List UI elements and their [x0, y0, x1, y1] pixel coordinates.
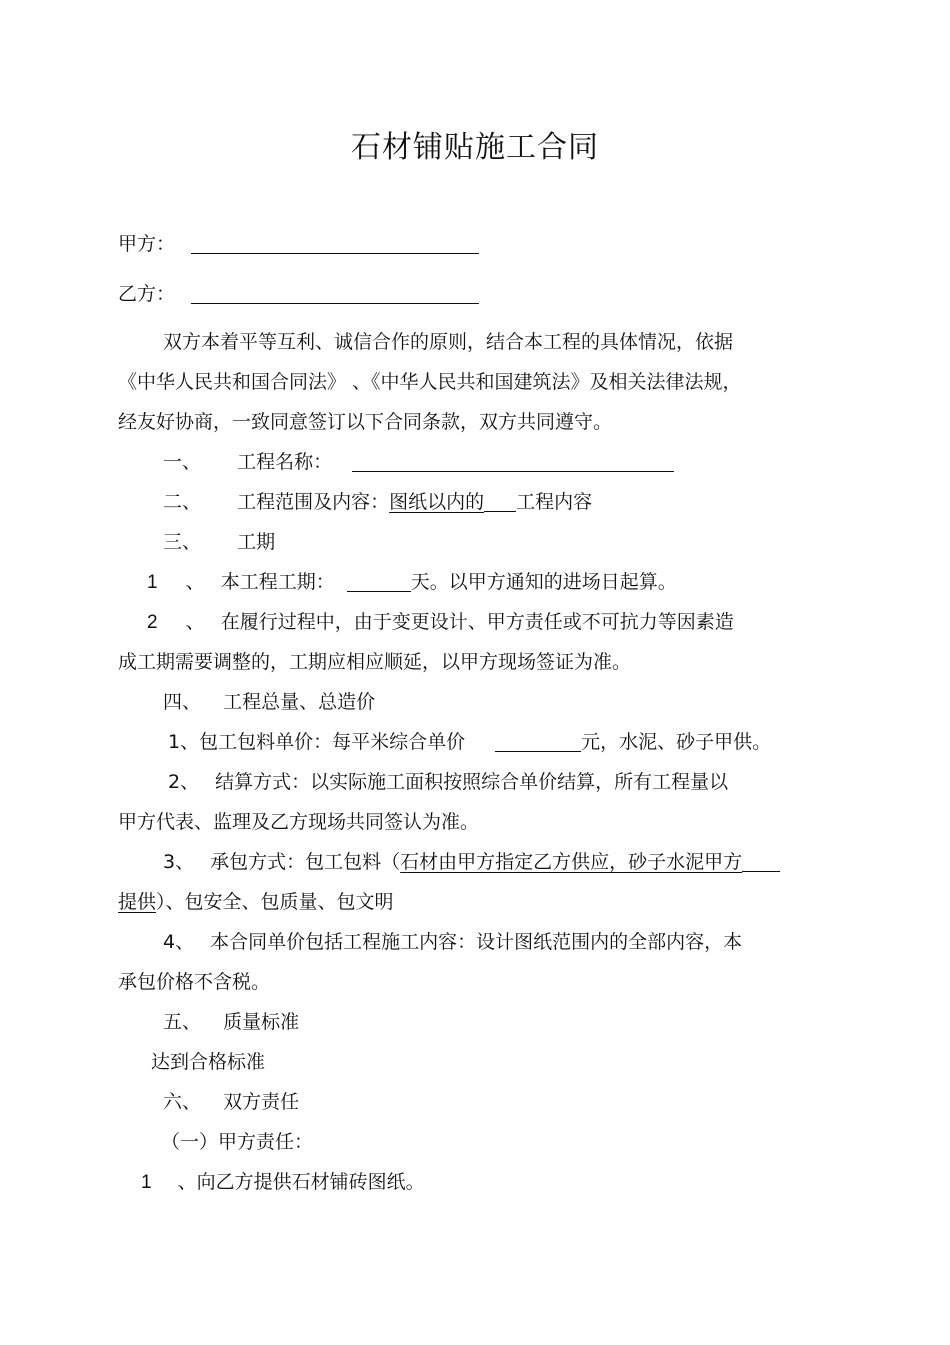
s3-item-1-number: 1: [147, 572, 158, 593]
section-4-row: [163, 689, 375, 715]
s4-item-2-number: 2、: [168, 771, 200, 793]
section-2-row: [163, 489, 592, 515]
party-b-row: [118, 281, 479, 307]
s4-item-4-line-1: 本合同单价包括工程施工内容：设计图纸范围内的全部内容，本: [210, 931, 743, 953]
section-3-row: [163, 529, 275, 555]
s3-item-1-prefix: 本工程工期：: [220, 571, 335, 593]
section-3-label: 工期: [237, 531, 276, 553]
s3-item-2-number: 2: [147, 612, 158, 633]
section-5-content: 达到合格标准: [151, 1051, 266, 1073]
intro-line-1: 双方本着平等互利、诚信合作的原则，结合本工程的具体情况，依据: [163, 331, 734, 353]
s6-item-1-number: 1: [141, 1172, 152, 1193]
scope-blank[interactable]: [484, 491, 516, 512]
s4-item-4-line-2: 承包价格不含税。: [118, 971, 271, 993]
s4-item-3-prefix: 承包方式：包工包料（: [210, 851, 401, 873]
intro-line-2: 《中华人民共和国合同法》 、《中华人民共和国建筑法》及相关法律法规，: [118, 371, 742, 393]
section-3-number: 三、: [163, 531, 202, 553]
party-a-blank[interactable]: [191, 233, 479, 254]
section-1-row: [163, 449, 674, 475]
s4-item-3-row: [163, 849, 780, 875]
s3-item-1-suffix: 天。以甲方通知的进场日起算。: [410, 571, 677, 593]
unit-price-blank[interactable]: [495, 731, 581, 752]
party-a-label: 甲方：: [118, 233, 176, 255]
s4-item-3-trailing-blank: [742, 851, 780, 872]
section-6-sub-1: （一）甲方责任：: [161, 1131, 314, 1153]
s4-item-3-underlined-2: 提供: [118, 891, 157, 913]
section-5-number: 五、: [163, 1011, 202, 1033]
party-b-blank[interactable]: [191, 283, 479, 304]
project-name-blank[interactable]: [352, 451, 674, 472]
s4-item-3-underlined-1: 石材由甲方指定乙方供应，砂子水泥甲方: [400, 851, 743, 873]
duration-days-blank[interactable]: [347, 571, 411, 592]
section-2-suffix: 工程内容: [516, 491, 593, 513]
section-4-number: 四、: [163, 691, 202, 713]
s4-item-2-line-2: 甲方代表、监理及乙方现场共同签认为准。: [118, 811, 480, 833]
party-b-label: 乙方：: [118, 283, 176, 305]
section-6-label: 双方责任: [223, 1091, 300, 1113]
intro-line-3: 经友好协商，一致同意签订以下合同条款，双方共同遵守。: [118, 411, 613, 433]
party-a-row: [118, 231, 479, 257]
section-6-number: 六、: [163, 1091, 202, 1113]
s4-item-1-prefix: 1、包工包料单价：每平米综合单价: [168, 731, 466, 753]
section-4-label: 工程总量、总造价: [223, 691, 376, 713]
s3-item-2-row: [147, 609, 734, 636]
page-title: 石材铺贴施工合同: [351, 130, 599, 165]
s3-item-2-line-1: 在履行过程中，由于变更设计、甲方责任或不可抗力等因素造: [220, 611, 734, 633]
section-2-label: 工程范围及内容：: [237, 491, 390, 513]
section-5-label: 质量标准: [223, 1011, 300, 1033]
section-2-number: 二、: [163, 491, 202, 513]
s6-item-1-row: [141, 1169, 425, 1196]
s6-item-1-text: 、向乙方提供石材铺砖图纸。: [177, 1171, 425, 1193]
section-5-row: [163, 1009, 299, 1035]
s3-item-1-row: [147, 569, 677, 596]
s4-item-3-line-2: [118, 889, 394, 915]
section-1-label: 工程名称：: [237, 451, 333, 473]
s4-item-4-number: 4、: [163, 931, 195, 953]
s3-item-2-sep: 、: [185, 611, 205, 633]
s4-item-3-line-2-rest: ）、包安全、包质量、包文明: [156, 891, 394, 913]
section-6-row: [163, 1089, 299, 1115]
s4-item-2-line-1: 结算方式：以实际施工面积按照综合单价结算，所有工程量以: [215, 771, 729, 793]
s4-item-3-number: 3、: [163, 851, 195, 873]
s4-item-1-row: [168, 729, 771, 755]
s4-item-1-suffix: 元，水泥、砂子甲供。: [581, 731, 772, 753]
s4-item-2-row: [168, 769, 728, 795]
project-scope: 图纸以内的: [389, 491, 485, 513]
section-1-number: 一、: [163, 451, 202, 473]
s3-item-2-line-2: 成工期需要调整的，工期应相应顺延，以甲方现场签证为准。: [118, 651, 632, 673]
s4-item-4-row: [163, 929, 742, 955]
s3-item-1-sep: 、: [185, 571, 205, 593]
